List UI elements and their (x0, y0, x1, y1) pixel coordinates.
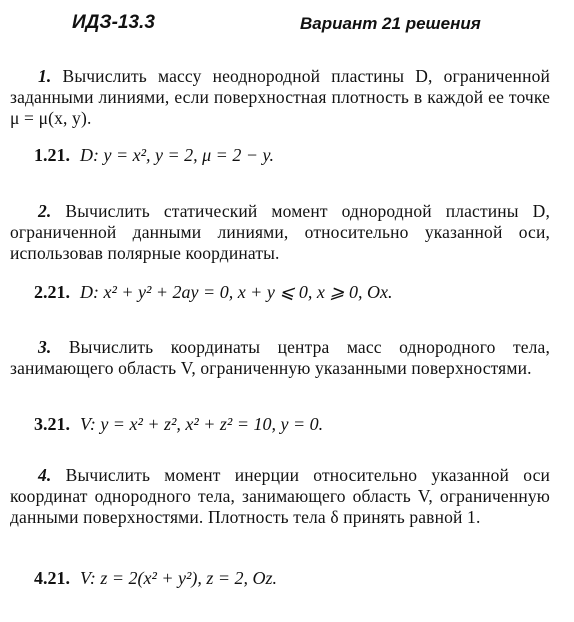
task-4-formula-expression: V: z = 2(x² + y²), z = 2, Oz. (80, 568, 278, 588)
task-2-formula (34, 282, 392, 303)
task-1-formula-number: 1.21. (34, 145, 70, 165)
task-2-formula-number: 2.21. (34, 282, 70, 302)
task-3-formula-number: 3.21. (34, 414, 70, 434)
task-3-number: 3. (38, 337, 52, 357)
task-2-statement (10, 201, 550, 264)
task-3-statement (10, 337, 550, 379)
task-1-statement (10, 66, 550, 129)
task-3-formula-expression: V: y = x² + z², x² + z² = 10, y = 0. (80, 414, 324, 434)
task-3-formula (34, 414, 323, 435)
task-1-number: 1. (38, 66, 52, 86)
document-id: ИДЗ-13.3 (72, 12, 155, 33)
task-4-formula (34, 568, 277, 589)
task-4-number: 4. (38, 465, 52, 485)
task-1-text: Вычислить массу неоднородной пластины D, ограниченной заданными линиями, если поверхностная плотность в каждой ее точке μ = μ(x, y). (10, 66, 550, 128)
task-4-statement (10, 465, 550, 528)
task-2-formula-expression: D: x² + y² + 2ay = 0, x + y ⩽ 0, x ⩾ 0, Ox. (80, 282, 393, 302)
task-2-number: 2. (38, 201, 52, 221)
task-2-text: Вычислить статический момент однородной пластины D, ограниченной данными линиями, относительно указанной оси, использовав полярные координаты. (10, 201, 550, 263)
task-4-formula-number: 4.21. (34, 568, 70, 588)
task-1-formula (34, 145, 274, 166)
task-3-text: Вычислить координаты центра масс однородного тела, занимающего область V, ограниченную указанными поверхностями. (10, 337, 550, 378)
task-1-formula-expression: D: y = x², y = 2, μ = 2 − y. (80, 145, 274, 165)
variant-title: Вариант 21 решения (300, 14, 481, 33)
task-4-text: Вычислить момент инерции относительно указанной оси координат однородного тела, занимающего область V, ограниченную данными поверхностями. Плотность тела δ принять равной 1. (10, 465, 550, 527)
